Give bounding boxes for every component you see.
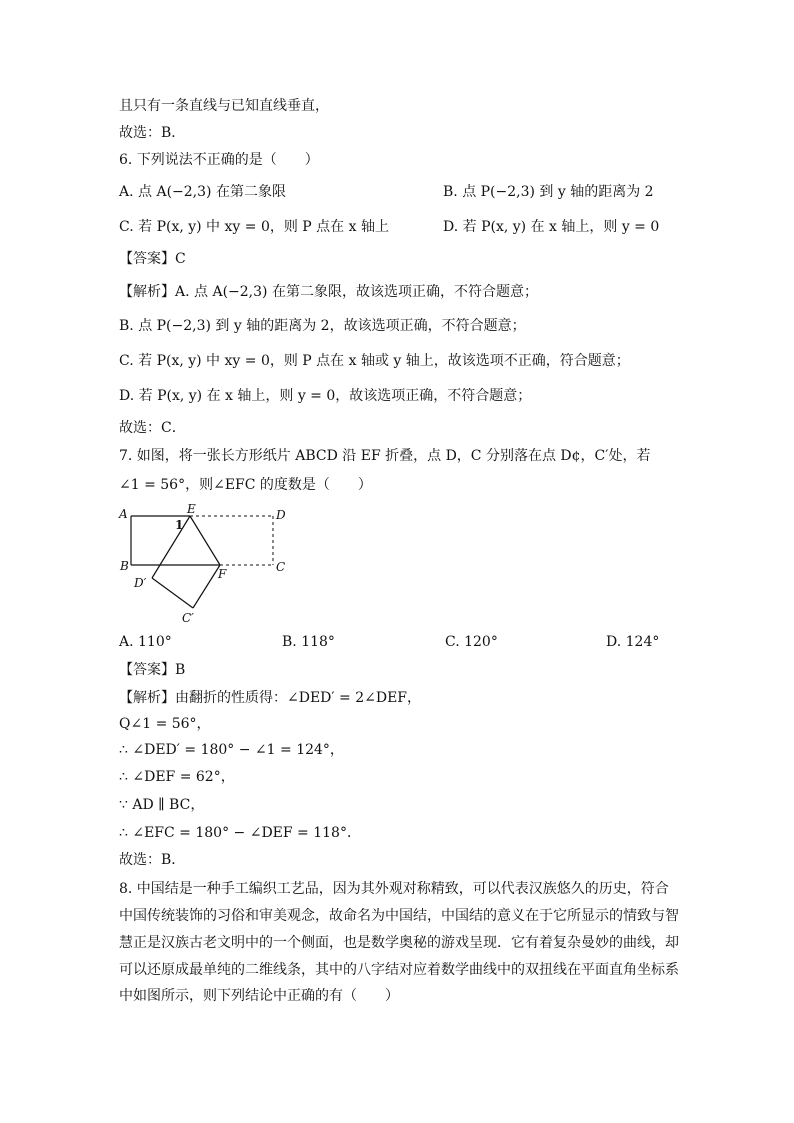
q7-option-a: A. 110° (119, 634, 172, 650)
q6-answer: 【答案】C (119, 251, 186, 267)
q7-explanation-6: ∴ ∠EFC = 180° − ∠DEF = 118°． (119, 825, 361, 841)
answer-selection: 故选：B． (119, 125, 186, 141)
question-8-line5: 中如图所示，则下列结论中正确的有（ ） (119, 988, 399, 1004)
q7-selection: 故选：B． (119, 852, 186, 868)
q6-explanation-b: B. 点 P(−2,3) 到 y 轴的距离为 2，故该选项正确，不符合题意； (119, 318, 526, 334)
label-D: D (276, 508, 286, 522)
q7-explanation-4: ∴ ∠DEF = 62°， (119, 769, 235, 785)
question-6-stem: 6. 下列说法不正确的是（ ） (119, 152, 319, 168)
q6-explanation-d: D. 若 P(x, y) 在 x 轴上，则 y = 0，故该选项正确，不符合题意； (119, 388, 532, 404)
q7-explanation-1: 【解析】由翻折的性质得：∠DED′ = 2∠DEF， (119, 690, 422, 706)
segment-ED-prime (152, 516, 190, 578)
folded-rectangle-figure (115, 500, 315, 630)
label-E: E (187, 502, 196, 516)
q6-explanation-c: C. 若 P(x, y) 中 xy = 0，则 P 点在 x 轴或 y 轴上，故该选项不正确，符合题意； (119, 353, 630, 369)
question-7-stem-line2: ∠1 = 56°，则∠EFC 的度数是（ ） (119, 477, 372, 493)
q7-explanation-3: ∴ ∠DED′ = 180° − ∠1 = 124°， (119, 742, 344, 758)
q6-explanation-a: 【解析】A. 点 A(−2,3) 在第二象限，故该选项正确，不符合题意； (119, 284, 538, 300)
label-angle-1: 1 (175, 518, 184, 532)
q7-option-c: C. 120° (445, 634, 498, 650)
label-C-prime: C′ (182, 611, 194, 625)
q7-explanation-2: Q∠1 = 56°， (119, 716, 211, 732)
label-F: F (218, 567, 227, 581)
segment-Cprime-F (193, 565, 220, 608)
question-8-line1: 8. 中国结是一种手工编织工艺品，因为其外观对称精致，可以代表汉族悠久的历史，符合 (119, 881, 669, 897)
q6-selection: 故选：C． (119, 420, 186, 436)
label-D-prime: D′ (134, 576, 147, 590)
q6-option-b: B. 点 P(−2,3) 到 y 轴的距离为 2 (443, 184, 654, 200)
q6-option-c: C. 若 P(x, y) 中 xy = 0，则 P 点在 x 轴上 (119, 219, 389, 235)
q7-option-b: B. 118° (282, 634, 335, 650)
label-A: A (119, 507, 128, 521)
label-B: B (120, 559, 129, 573)
label-C: C (276, 560, 286, 574)
question-7-stem-line1: 7. 如图，将一张长方形纸片 ABCD 沿 EF 折叠，点 D，C 分别落在点 D¢，C′处，若 (119, 448, 651, 464)
q7-answer: 【答案】B (119, 662, 186, 678)
question-8-line4: 可以还原成最单纯的二维线条，其中的八字结对应着数学曲线中的双扭线在平面直角坐标系 (119, 962, 679, 978)
segment-Dprime-Cprime (152, 578, 193, 608)
question-8-line3: 慧正是汉族古老文明中的一个侧面，也是数学奥秘的游戏呈现．它有着复杂曼妙的曲线，却 (119, 935, 679, 951)
q7-explanation-5: ∵ AD ∥ BC， (119, 797, 205, 813)
fold-line-EF (190, 516, 220, 565)
q7-option-d: D. 124° (606, 634, 660, 650)
q6-option-a: A. 点 A(−2,3) 在第二象限 (119, 184, 286, 200)
text-line: 且只有一条直线与已知直线垂直， (119, 98, 329, 114)
question-8-line2: 中国传统装饰的习俗和审美观念，故命名为中国结，中国结的意义在于它所显示的情致与智 (119, 908, 679, 924)
q6-option-d: D. 若 P(x, y) 在 x 轴上，则 y = 0 (443, 219, 660, 235)
